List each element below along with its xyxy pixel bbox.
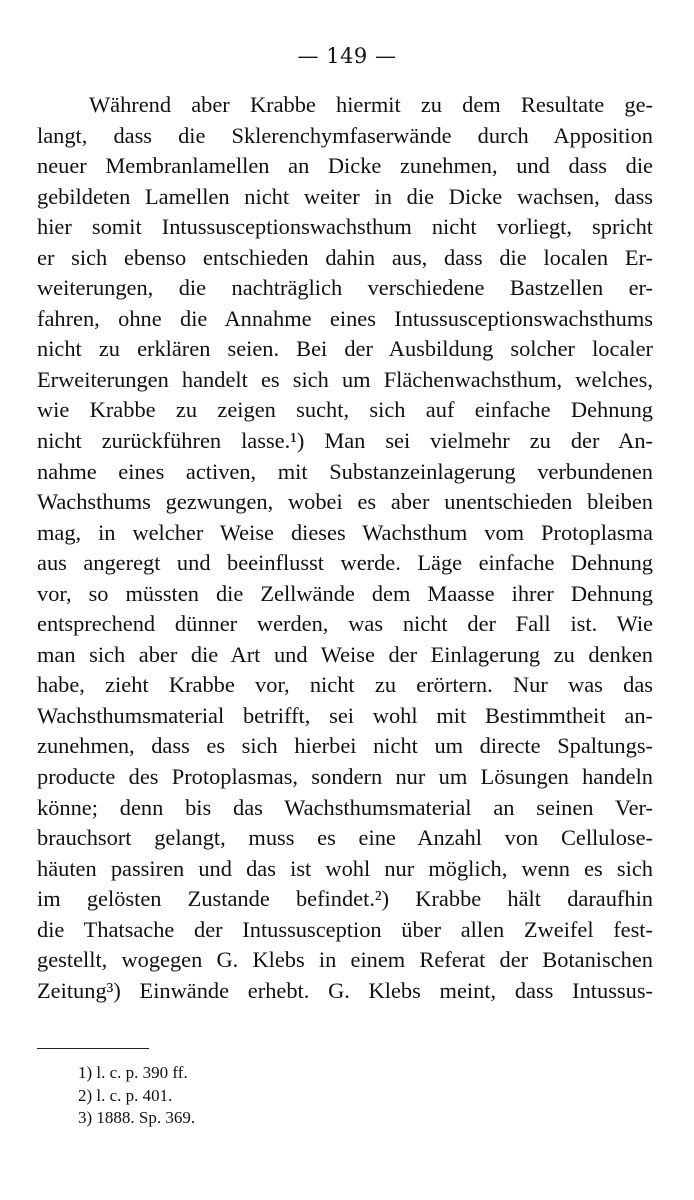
text-line: Während aber Krabbe hiermit zu dem Resultate ge-: [89, 92, 653, 117]
text-line: habe, zieht Krabbe vor, nicht zu erörtern. Nur was das: [37, 672, 653, 698]
text-line: häuten passiren und das ist wohl nur möglich, wenn es sich: [37, 855, 653, 881]
text-line: wie Krabbe zu zeigen sucht, sich auf einfache Dehnung: [37, 397, 653, 423]
footnote: 3) 1888. Sp. 369.: [78, 1108, 196, 1127]
text-line: nahme eines activen, mit Substanzeinlagerung verbundenen: [37, 458, 653, 484]
text-line: im gelösten Zustande befindet.²) Krabbe hält daraufhin: [37, 886, 653, 912]
text-line: nicht zu erklären seien. Bei der Ausbildung solcher localer: [37, 336, 653, 362]
text-line: weiterungen, die nachträglich verschiedene Bastzellen er-: [37, 275, 653, 301]
footnote: 1) l. c. p. 390 ff.: [78, 1063, 188, 1082]
footnote-divider: [37, 1048, 149, 1049]
text-line: brauchsort gelangt, muss es eine Anzahl von Cellulose-: [37, 825, 653, 851]
text-line: vor, so müssten die Zellwände dem Maasse ihrer Dehnung: [37, 580, 653, 606]
text-line: man sich aber die Art und Weise der Einlagerung zu denken: [37, 641, 653, 667]
text-line: könne; denn bis das Wachsthumsmaterial an seinen Ver-: [37, 794, 653, 820]
footnote: 2) l. c. p. 401.: [78, 1085, 173, 1105]
text-line: hier somit Intussusceptionswachsthum nicht vorliegt, spricht: [37, 214, 653, 240]
text-line: langt, dass die Sklerenchymfaserwände durch Apposition: [37, 122, 653, 148]
text-line: entsprechend dünner werden, was nicht der Fall ist. Wie: [37, 611, 653, 637]
text-line: Wachsthums gezwungen, wobei es aber unentschieden bleiben: [37, 489, 653, 515]
text-line: aus angeregt und beeinflusst werde. Läge einfache Dehnung: [37, 550, 653, 576]
footnotes: [78, 1062, 195, 1130]
text-line: neuer Membranlamellen an Dicke zunehmen, und dass die: [37, 153, 653, 179]
text-line: er sich ebenso entschieden dahin aus, dass die localen Er-: [37, 244, 653, 270]
text-line: gestellt, wogegen G. Klebs in einem Referat der Botanischen: [37, 947, 653, 973]
text-line: Wachsthumsmaterial betrifft, sei wohl mit Bestimmtheit an-: [37, 702, 653, 728]
text-line: mag, in welcher Weise dieses Wachsthum vom Protoplasma: [37, 519, 653, 545]
page-number: — 149 —: [297, 44, 397, 68]
body-text: [37, 90, 653, 1006]
text-line: nicht zurückführen lasse.¹) Man sei vielmehr zu der An-: [37, 428, 653, 454]
text-line: producte des Protoplasmas, sondern nur um Lösungen handeln: [37, 764, 653, 790]
text-line: die Thatsache der Intussusception über allen Zweifel fest-: [37, 916, 653, 942]
text-line: Zeitung³) Einwände erhebt. G. Klebs meint, dass Intussus-: [37, 977, 653, 1003]
text-line: gebildeten Lamellen nicht weiter in die Dicke wachsen, dass: [37, 183, 653, 209]
text-line: zunehmen, dass es sich hierbei nicht um directe Spaltungs-: [37, 733, 653, 759]
text-line: Erweiterungen handelt es sich um Flächenwachsthum, welches,: [37, 366, 653, 392]
text-line: fahren, ohne die Annahme eines Intussusceptionswachsthums: [37, 305, 653, 331]
